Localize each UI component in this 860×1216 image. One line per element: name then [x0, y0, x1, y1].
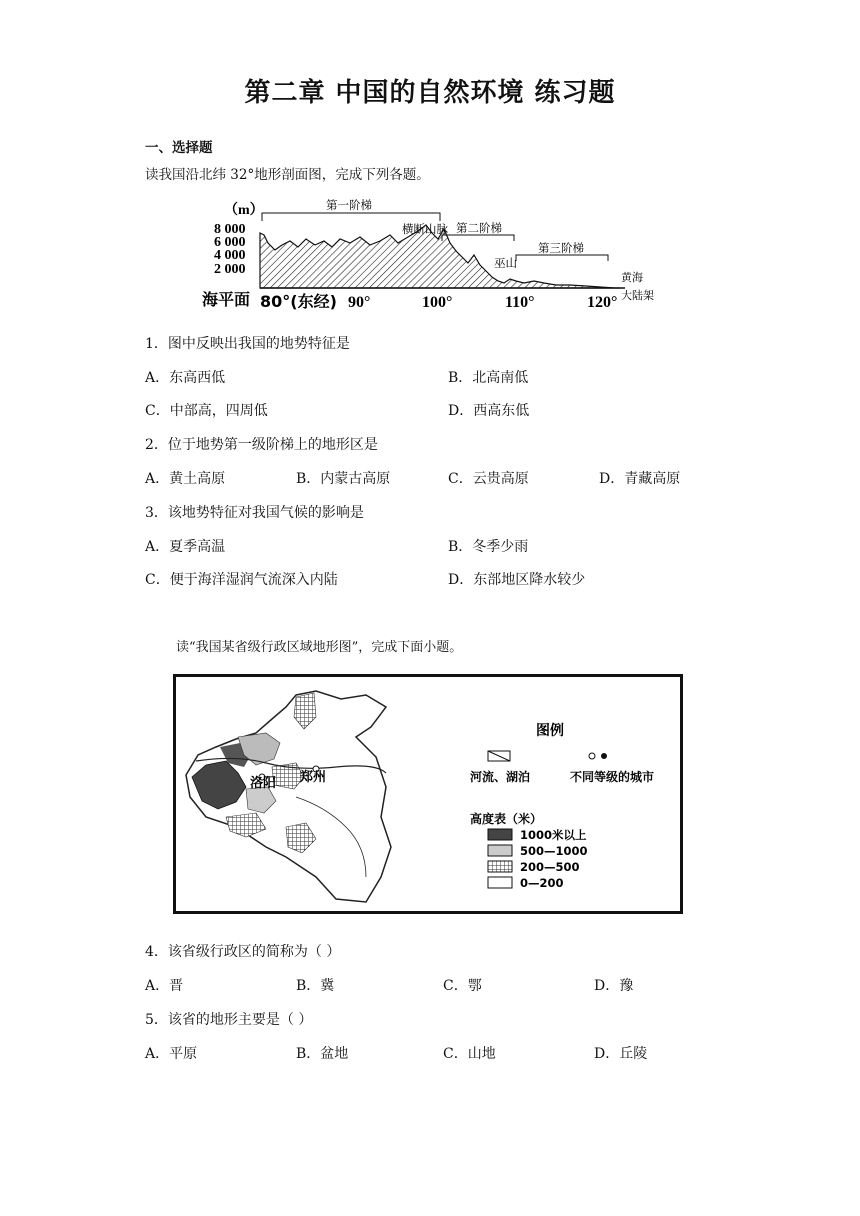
- q4-option-a[interactable]: A．晋: [145, 978, 184, 994]
- wushan-label: 巫山: [494, 256, 517, 270]
- y-tick-label: 4 000: [214, 248, 246, 263]
- question-5: 5．该省的地形主要是（ ）: [145, 1012, 313, 1028]
- q5-option-b[interactable]: B．盆地: [296, 1046, 349, 1062]
- shelf-label: 大陆架: [621, 289, 654, 302]
- elev-swatch-200: [488, 861, 512, 872]
- step3-label: 第三阶梯: [538, 241, 584, 255]
- sea-level-label: 海平面: [202, 290, 251, 309]
- q3-option-d[interactable]: D．东部地区降水较少: [448, 572, 586, 588]
- province-map-svg: [176, 677, 680, 911]
- q3-option-a[interactable]: A．夏季高温: [145, 539, 226, 555]
- province-map-figure: [173, 674, 683, 914]
- city-legend-symbol: [601, 753, 607, 759]
- q2-option-d[interactable]: D．青藏高原: [599, 471, 681, 487]
- question-4: 4．该省级行政区的简称为（ ）: [145, 944, 341, 960]
- q1-option-a[interactable]: A．东高西低: [145, 370, 226, 386]
- luoyang-label: 洛阳: [250, 776, 277, 791]
- x-tick-label: 90°: [348, 294, 371, 311]
- y-tick-label: 8 000: [214, 222, 246, 237]
- q1-option-c[interactable]: C．中部高，四周低: [145, 403, 268, 419]
- y-tick-label: 6 000: [214, 235, 246, 250]
- city-legend-symbol: [589, 753, 595, 759]
- page-title: 第二章 中国的自然环境 练习题: [244, 78, 616, 108]
- q1-option-b[interactable]: B．北高南低: [448, 370, 529, 386]
- step1-bracket: [262, 213, 440, 221]
- q5-option-a[interactable]: A．平原: [145, 1046, 198, 1062]
- q4-option-d[interactable]: D．豫: [594, 978, 634, 994]
- terrain-profile-figure: [200, 195, 670, 315]
- q5-option-c[interactable]: C．山地: [443, 1046, 496, 1062]
- q4-option-b[interactable]: B．冀: [296, 978, 335, 994]
- y-tick-label: 2 000: [214, 262, 246, 277]
- x-tick-label: 120°: [587, 294, 618, 311]
- x-tick-label: 110°: [505, 294, 535, 311]
- legend-cities: 不同等级的城市: [570, 770, 655, 784]
- huanghai-label: 黄海: [621, 271, 643, 284]
- legend-title: 图例: [536, 723, 564, 739]
- terrain-profile-svg: [200, 195, 670, 315]
- elev-table-title: 高度表（米）: [470, 812, 543, 826]
- q3-option-b[interactable]: B．冬季少雨: [448, 539, 529, 555]
- q2-option-b[interactable]: B．内蒙古高原: [296, 471, 391, 487]
- elev-label: 0—200: [520, 876, 564, 890]
- intro-text: 读我国沿北纬 32°地形剖面图，完成下列各题。: [145, 167, 430, 183]
- q2-option-a[interactable]: A．黄土高原: [145, 471, 226, 487]
- x-tick-label: 80°(东经): [260, 292, 337, 311]
- step1-label: 第一阶梯: [326, 198, 372, 212]
- x-tick-label: 100°: [422, 294, 453, 311]
- step3-bracket: [516, 255, 608, 261]
- section-heading: 一、选择题: [145, 140, 213, 156]
- question-2: 2．位于地势第一级阶梯上的地形区是: [145, 437, 378, 453]
- step2-label: 第二阶梯: [456, 221, 502, 235]
- legend-rivers: 河流、湖泊: [470, 770, 531, 784]
- q3-option-c[interactable]: C．便于海洋湿润气流深入内陆: [145, 572, 338, 588]
- intro-text-2: 读“我国某省级行政区域地形图”，完成下面小题。: [176, 640, 463, 655]
- step2-bracket: [442, 235, 514, 241]
- elev-label: 1000米以上: [520, 828, 587, 842]
- zhengzhou-label: 郑州: [300, 770, 327, 785]
- q5-option-d[interactable]: D．丘陵: [594, 1046, 648, 1062]
- q2-option-c[interactable]: C．云贵高原: [448, 471, 529, 487]
- q4-option-c[interactable]: C．鄂: [443, 978, 482, 994]
- q1-option-d[interactable]: D．西高东低: [448, 403, 530, 419]
- question-1: 1．图中反映出我国的地势特征是: [145, 336, 350, 352]
- elev-label: 200—500: [520, 860, 580, 874]
- elev-swatch-1000: [488, 829, 512, 840]
- elev-swatch-0: [488, 877, 512, 888]
- question-3: 3．该地势特征对我国气候的影响是: [145, 505, 364, 521]
- elev-label: 500—1000: [520, 844, 588, 858]
- hengduan-label: 横断山脉: [402, 222, 448, 236]
- elev-swatch-500: [488, 845, 512, 856]
- y-unit-label: （m）: [224, 203, 264, 218]
